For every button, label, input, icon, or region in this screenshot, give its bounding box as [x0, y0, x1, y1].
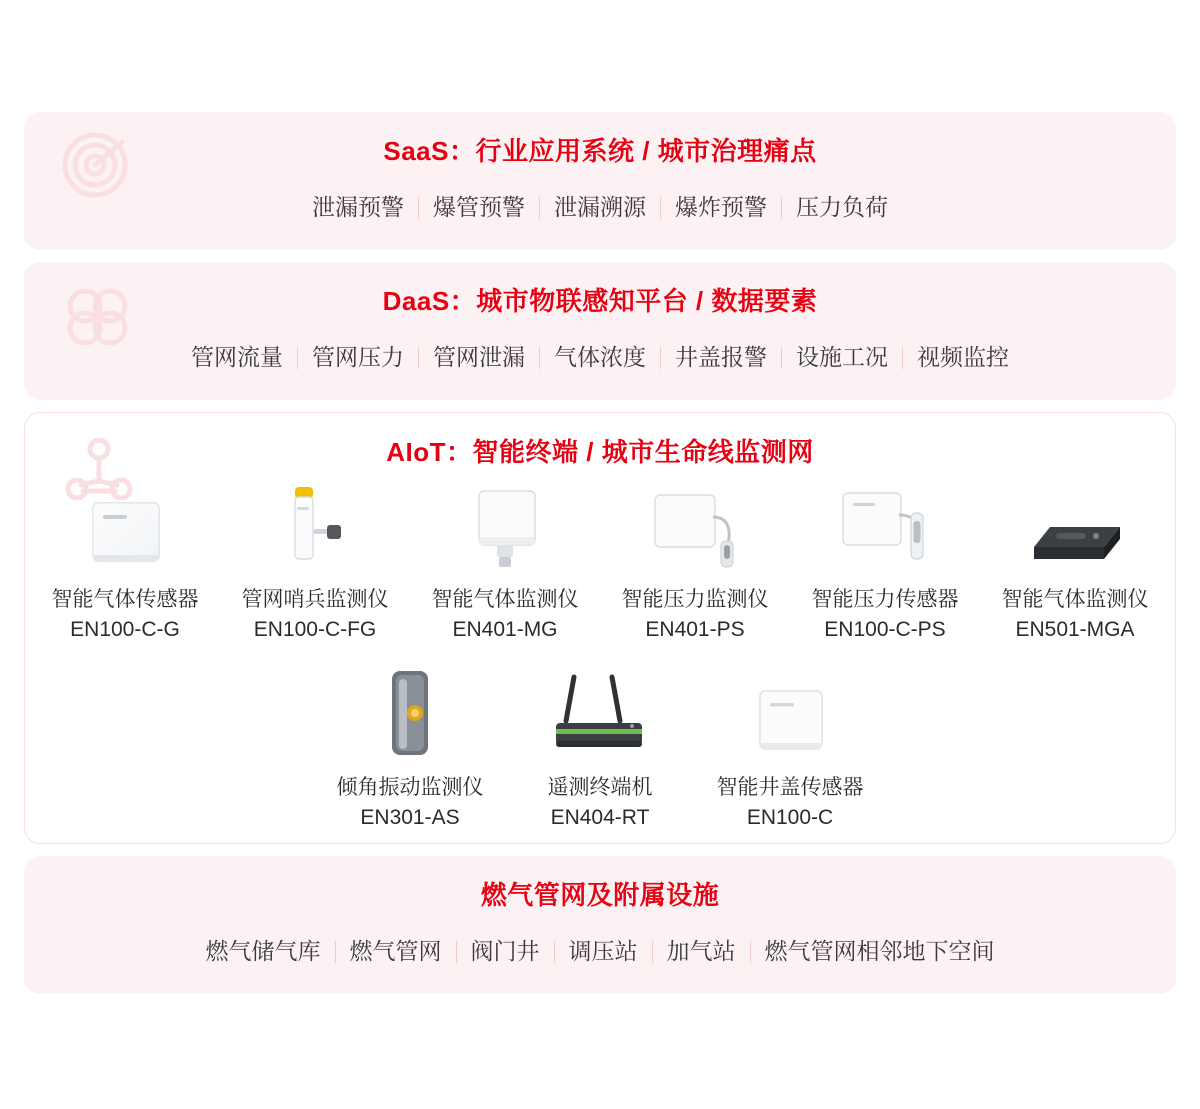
gas-monitor-black-device	[980, 483, 1170, 575]
chip-item: 爆管预警	[433, 194, 525, 220]
product-model: EN401-PS	[645, 618, 745, 641]
layer-saas-title	[24, 138, 1176, 164]
aiot-product-row-1	[25, 483, 1175, 645]
aiot-product-row-2	[25, 671, 1175, 833]
chip-item: 燃气储气库	[205, 938, 321, 964]
product-model: EN501-MGA	[1015, 618, 1135, 641]
layer-saas	[24, 112, 1176, 250]
rtu-router-device	[505, 671, 695, 763]
chip-item: 管网压力	[312, 344, 404, 370]
layer-pipeline	[24, 856, 1176, 994]
target-icon	[60, 130, 130, 200]
chip-item: 泄漏预警	[312, 194, 404, 220]
layer-saas-title-cn: 行业应用系统 / 城市治理痛点	[475, 136, 817, 166]
product-model: EN301-AS	[360, 806, 460, 829]
layer-saas-title-en: SaaS：	[383, 136, 476, 166]
product-card[interactable]	[220, 483, 410, 645]
product-name: 智能气体传感器	[51, 588, 199, 611]
chip-item: 设施工况	[796, 344, 888, 370]
layer-daas-title-cn: 城市物联感知平台 / 数据要素	[476, 286, 818, 316]
chip-item: 调压站	[568, 938, 638, 964]
pressure-monitor-device	[600, 483, 790, 575]
product-card[interactable]	[410, 483, 600, 645]
product-card[interactable]	[980, 483, 1170, 645]
layer-daas-title	[24, 288, 1176, 314]
layer-aiot-title-cn: 智能终端 / 城市生命线监测网	[472, 437, 814, 467]
product-model: EN100-C-FG	[253, 618, 377, 641]
product-model: EN100-C-G	[70, 618, 180, 641]
chip-item: 视频监控	[917, 344, 1009, 370]
gas-monitor-device	[410, 483, 600, 575]
product-name: 管网哨兵监测仪	[241, 588, 389, 611]
infinity-icon	[60, 284, 136, 348]
product-name: 智能气体监测仪	[1001, 588, 1149, 611]
tilt-vibration-device	[315, 671, 505, 763]
product-name: 智能压力传感器	[811, 588, 959, 611]
layer-pipeline-chips	[24, 940, 1176, 963]
product-model: EN404-RT	[550, 806, 650, 829]
product-model: EN100-C-PS	[824, 618, 946, 641]
product-card[interactable]	[505, 671, 695, 833]
layer-saas-chips	[24, 196, 1176, 219]
chip-item: 燃气管网相邻地下空间	[764, 938, 995, 964]
product-card[interactable]	[790, 483, 980, 645]
chip-item: 阀门井	[470, 938, 540, 964]
layer-aiot	[24, 412, 1176, 844]
product-name: 遥测终端机	[547, 776, 653, 799]
pressure-sensor-device	[790, 483, 980, 575]
product-name: 智能气体监测仪	[431, 588, 579, 611]
product-card[interactable]	[315, 671, 505, 833]
layer-aiot-title	[25, 439, 1175, 465]
product-card[interactable]	[600, 483, 790, 645]
chip-item: 加气站	[666, 938, 736, 964]
product-model: EN401-MG	[452, 618, 558, 641]
network-node-icon	[61, 433, 137, 509]
product-name: 智能井盖传感器	[716, 776, 864, 799]
chip-item: 爆炸预警	[675, 194, 767, 220]
chip-item: 气体浓度	[554, 344, 646, 370]
product-card[interactable]	[695, 671, 885, 833]
product-name: 倾角振动监测仪	[336, 776, 484, 799]
chip-item: 井盖报警	[675, 344, 767, 370]
chip-item: 压力负荷	[796, 194, 888, 220]
manhole-sensor-device	[695, 671, 885, 763]
layer-aiot-title-en: AIoT：	[386, 437, 473, 467]
chip-item: 管网流量	[191, 344, 283, 370]
chip-item: 泄漏溯源	[554, 194, 646, 220]
layer-daas	[24, 262, 1176, 400]
layer-daas-title-en: DaaS：	[382, 286, 477, 316]
product-model: EN100-C	[746, 806, 834, 829]
sentinel-monitor-device	[220, 483, 410, 575]
layer-daas-chips	[24, 346, 1176, 369]
layer-pipeline-title: 燃气管网及附属设施	[480, 880, 720, 910]
chip-item: 管网泄漏	[433, 344, 525, 370]
chip-item: 燃气管网	[349, 938, 442, 964]
product-name: 智能压力监测仪	[621, 588, 769, 611]
